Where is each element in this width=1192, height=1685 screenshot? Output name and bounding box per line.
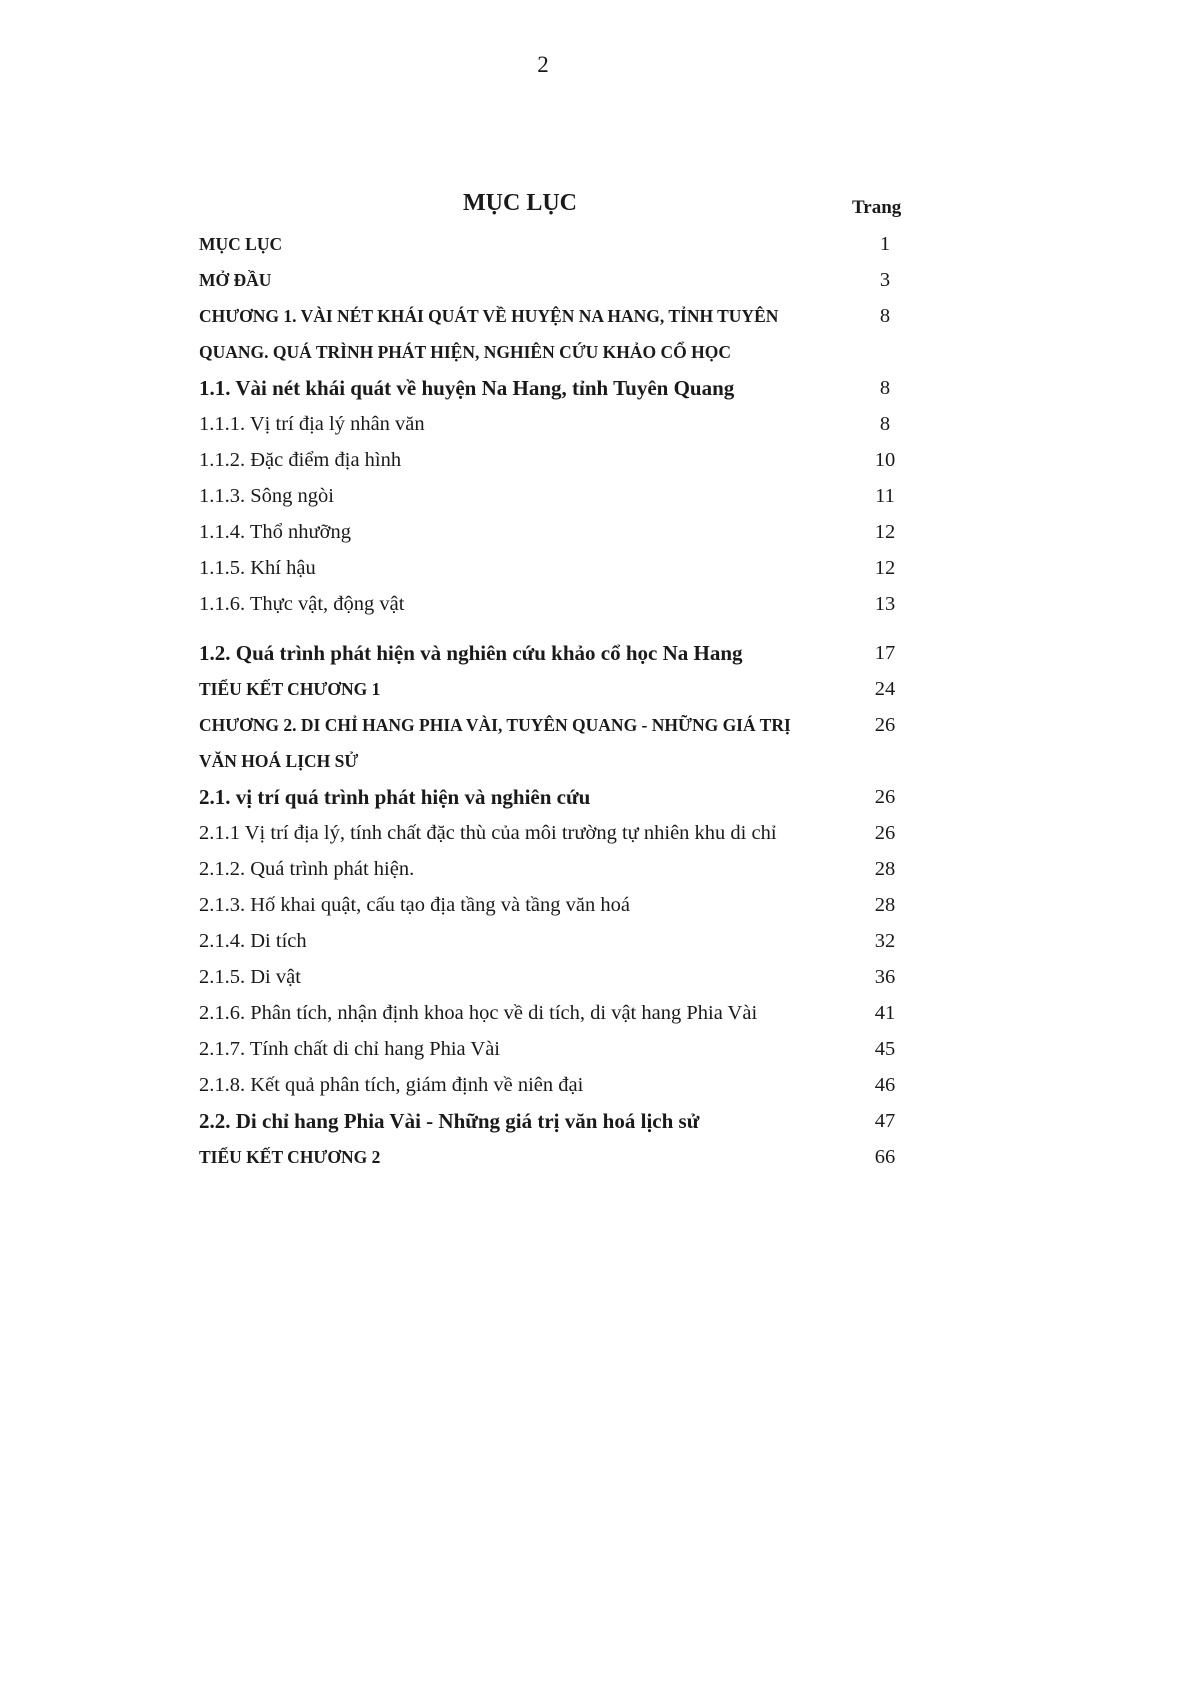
toc-entry[interactable] (0, 851, 1192, 887)
toc-entry-label: TIỂU KẾT CHƯƠNG 2 (199, 1147, 381, 1167)
toc-entry[interactable] (0, 815, 1192, 851)
toc-entry-label: 1.1. Vài nét khái quát về huyện Na Hang, tỉnh Tuyên Quang (199, 376, 735, 400)
toc-entry[interactable] (0, 442, 1192, 478)
toc-entry-page: 24 (874, 678, 896, 700)
toc-entry[interactable] (0, 514, 1192, 550)
toc-entry-page: 47 (874, 1110, 896, 1132)
toc-entry[interactable] (0, 743, 1192, 779)
toc-entry[interactable] (0, 707, 1192, 743)
toc-entry[interactable] (0, 478, 1192, 514)
toc-entry-label: 1.1.2. Đặc điểm địa hình (199, 449, 402, 471)
toc-entry-page: 17 (874, 642, 896, 664)
toc-entry-page: 13 (874, 593, 896, 615)
toc-entry[interactable] (0, 550, 1192, 586)
toc-entry-label: CHƯƠNG 2. DI CHỈ HANG PHIA VÀI, TUYÊN QUANG - NHỮNG GIÁ TRỊ (199, 715, 791, 735)
toc-entry[interactable] (0, 226, 1192, 262)
toc-entry[interactable] (0, 298, 1192, 334)
toc-entry[interactable] (0, 370, 1192, 406)
toc-entry[interactable] (0, 887, 1192, 923)
toc-entry[interactable] (0, 586, 1192, 622)
toc-entry-label: 2.1.2. Quá trình phát hiện. (199, 858, 415, 880)
toc-entry[interactable] (0, 406, 1192, 442)
toc-entry[interactable] (0, 635, 1192, 671)
toc-entry-label: 2.1.6. Phân tích, nhận định khoa học về di tích, di vật hang Phia Vài (199, 1002, 758, 1024)
toc-entry-page: 11 (875, 485, 895, 507)
toc-entry-page: 10 (874, 449, 896, 471)
toc-entry-label: 1.1.4. Thổ nhưỡng (199, 521, 351, 543)
toc-entry-label: MỞ ĐẦU (199, 270, 272, 290)
toc-entry-page: 8 (879, 377, 891, 399)
toc-entry[interactable] (0, 1031, 1192, 1067)
toc-page-column-header: Trang (852, 197, 902, 218)
toc-entry-page: 12 (874, 557, 896, 579)
toc-entry-label: 1.1.3. Sông ngòi (199, 485, 334, 507)
toc-entry-label: CHƯƠNG 1. VÀI NÉT KHÁI QUÁT VỀ HUYỆN NA HANG, TỈNH TUYÊN (199, 306, 779, 326)
toc-entry-label: 2.1.5. Di vật (199, 966, 301, 988)
toc-entry[interactable] (0, 995, 1192, 1031)
toc-entry-label: 1.2. Quá trình phát hiện và nghiên cứu khảo cổ học Na Hang (199, 641, 743, 665)
toc-entry-label: VĂN HOÁ LỊCH SỬ (199, 751, 359, 771)
toc-entry-page: 8 (879, 413, 891, 435)
toc-entry-label: 1.1.6. Thực vật, động vật (199, 593, 405, 615)
toc-entry-label: 2.1. vị trí quá trình phát hiện và nghiên cứu (199, 785, 591, 809)
toc-entry-label: MỤC LỤC (199, 234, 283, 254)
toc-entry-page: 1 (879, 233, 891, 255)
toc-entry-page: 66 (874, 1146, 896, 1168)
toc-entry-page: 8 (879, 305, 891, 327)
toc-entry-page: 45 (874, 1038, 896, 1060)
toc-entry-label: 2.1.3. Hố khai quật, cấu tạo địa tầng và tầng văn hoá (199, 894, 630, 916)
toc-entry[interactable] (0, 959, 1192, 995)
toc-entry[interactable] (0, 779, 1192, 815)
toc-entry-label: 2.2. Di chỉ hang Phia Vài - Những giá trị văn hoá lịch sử (199, 1109, 700, 1133)
toc-entry-page: 32 (874, 930, 896, 952)
toc-entry-page: 46 (874, 1074, 896, 1096)
toc-entry[interactable] (0, 923, 1192, 959)
toc-entry[interactable] (0, 1103, 1192, 1139)
toc-entry-page: 36 (874, 966, 896, 988)
toc-entry[interactable] (0, 671, 1192, 707)
toc-entry-label: 2.1.4. Di tích (199, 930, 307, 952)
toc-entry-page: 41 (874, 1002, 896, 1024)
toc-entry-label: TIỂU KẾT CHƯƠNG 1 (199, 679, 381, 699)
toc-title: MỤC LỤC (463, 190, 577, 216)
toc-entry-label: QUANG. QUÁ TRÌNH PHÁT HIỆN, NGHIÊN CỨU KHẢO CỔ HỌC (199, 342, 732, 362)
toc-entry[interactable] (0, 1067, 1192, 1103)
toc-entry-label: 1.1.1. Vị trí địa lý nhân văn (199, 413, 425, 435)
toc-entry-label: 2.1.8. Kết quả phân tích, giám định về niên đại (199, 1074, 584, 1096)
toc-entry-label: 1.1.5. Khí hậu (199, 557, 316, 579)
toc-entry-page: 28 (874, 894, 896, 916)
toc-entry-label: 2.1.7. Tính chất di chỉ hang Phia Vài (199, 1038, 501, 1060)
toc-entry[interactable] (0, 262, 1192, 298)
toc-entry-page: 3 (879, 269, 891, 291)
page-number: 2 (537, 52, 549, 77)
toc-entry[interactable] (0, 1139, 1192, 1175)
toc-entry-page: 12 (874, 521, 896, 543)
toc-entry-page: 28 (874, 858, 896, 880)
table-of-contents (0, 226, 1192, 1175)
toc-entry-label: 2.1.1 Vị trí địa lý, tính chất đặc thù của môi trường tự nhiên khu di chỉ (199, 822, 777, 844)
toc-entry[interactable] (0, 334, 1192, 370)
toc-entry-page: 26 (874, 786, 896, 808)
toc-entry-page: 26 (874, 822, 896, 844)
toc-entry-page: 26 (874, 714, 896, 736)
